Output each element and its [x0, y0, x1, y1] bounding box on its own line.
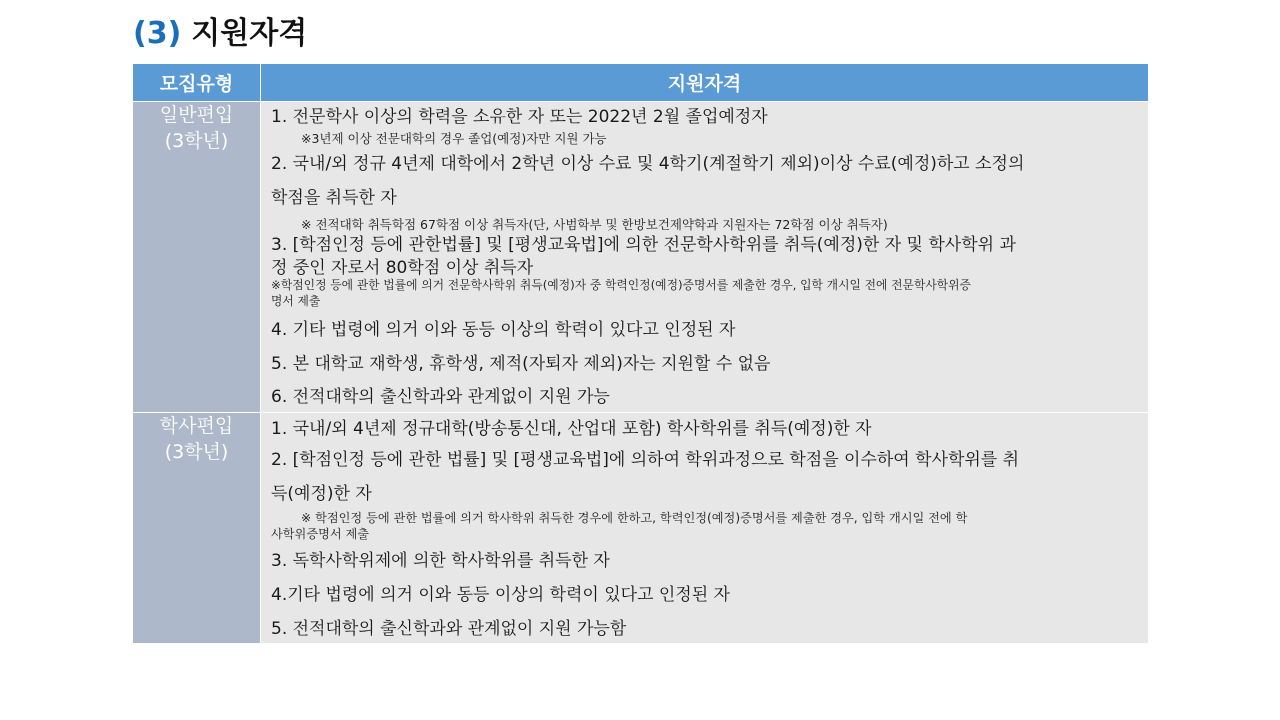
type-cell-general [133, 102, 261, 413]
table-header-row [133, 64, 1149, 102]
general-item-2: 2. 국내/외 정규 4년제 대학에서 2학년 이상 수료 및 4학기(계절학기 제외)이상 수료(예정)하고 소정의 [271, 154, 1025, 174]
general-note-1: ※3년제 이상 전문대학의 경우 졸업(예정)자만 지원 가능 [301, 131, 607, 146]
general-item-5: 5. 본 대학교 재학생, 휴학생, 제적(자퇴자 제외)자는 지원할 수 없음 [271, 354, 771, 374]
bachelor-item-2: 2. [학점인정 등에 관한 법률] 및 [평생교육법]에 의하여 학위과정으로 학점을 이수하여 학사학위를 취 [271, 450, 1020, 470]
type-bachelor-label: 학사편입 [159, 415, 234, 437]
type-general-grade: (3학년) [164, 130, 229, 152]
table-row-bachelor [133, 413, 1149, 644]
content-cell-general [261, 102, 1149, 413]
type-cell-bachelor [133, 413, 261, 644]
table-row-general [133, 102, 1149, 413]
qualification-table [132, 63, 1149, 644]
header-type: 모집유형 [133, 64, 261, 102]
general-item-1: 1. 전문학사 이상의 학력을 소유한 자 또는 2022년 2월 졸업예정자 [271, 107, 768, 127]
type-general-label: 일반편입 [159, 104, 234, 126]
bachelor-note-1-cont: 사학위증명서 제출 [271, 527, 370, 541]
type-bachelor-grade: (3학년) [164, 441, 229, 463]
bachelor-note-1: ※ 학점인정 등에 관한 법률에 의거 학사학위 취득한 경우에 한하고, 학력인정(예정)증명서를 제출한 경우, 입학 개시일 전에 학 [301, 511, 968, 525]
general-note-3: ※학점인정 등에 관한 법률에 의거 전문학사학위 취득(예정)자 중 학력인정(예정)증명서를 제출한 경우, 입학 개시일 전에 전문학사학위증 [271, 278, 971, 292]
general-item-3-cont: 정 중인 자로서 80학점 이상 취득자 [271, 258, 534, 278]
content-cell-bachelor [261, 413, 1149, 644]
general-item-4: 4. 기타 법령에 의거 이와 동등 이상의 학력이 있다고 인정된 자 [271, 320, 736, 340]
general-note-2: ※ 전적대학 취득학점 67학점 이상 취득자(단, 사범학부 및 한방보건제약학과 지원자는 72학점 이상 취득자) [301, 217, 888, 232]
bachelor-item-4: 4.기타 법령에 의거 이와 동등 이상의 학력이 있다고 인정된 자 [271, 585, 730, 605]
page-title [133, 12, 307, 56]
section-title: 지원자격 [191, 16, 308, 51]
general-item-2-cont: 학점을 취득한 자 [271, 188, 397, 208]
bachelor-item-3: 3. 독학사학위제에 의한 학사학위를 취득한 자 [271, 551, 610, 571]
general-item-3: 3. [학점인정 등에 관한법률] 및 [평생교육법]에 의한 전문학사학위를 취득(예정)한 자 및 학사학위 과 [271, 235, 1016, 255]
section-number: (3) [133, 16, 182, 51]
general-note-3-cont: 명서 제출 [271, 294, 321, 308]
header-qualification: 지원자격 [261, 64, 1149, 102]
bachelor-item-2-cont: 득(예정)한 자 [271, 484, 372, 504]
bachelor-item-5: 5. 전적대학의 출신학과와 관계없이 지원 가능함 [271, 619, 627, 639]
general-item-6: 6. 전적대학의 출신학과와 관계없이 지원 가능 [271, 387, 610, 407]
bachelor-item-1: 1. 국내/외 4년제 정규대학(방송통신대, 산업대 포함) 학사학위를 취득(예정)한 자 [271, 419, 872, 439]
